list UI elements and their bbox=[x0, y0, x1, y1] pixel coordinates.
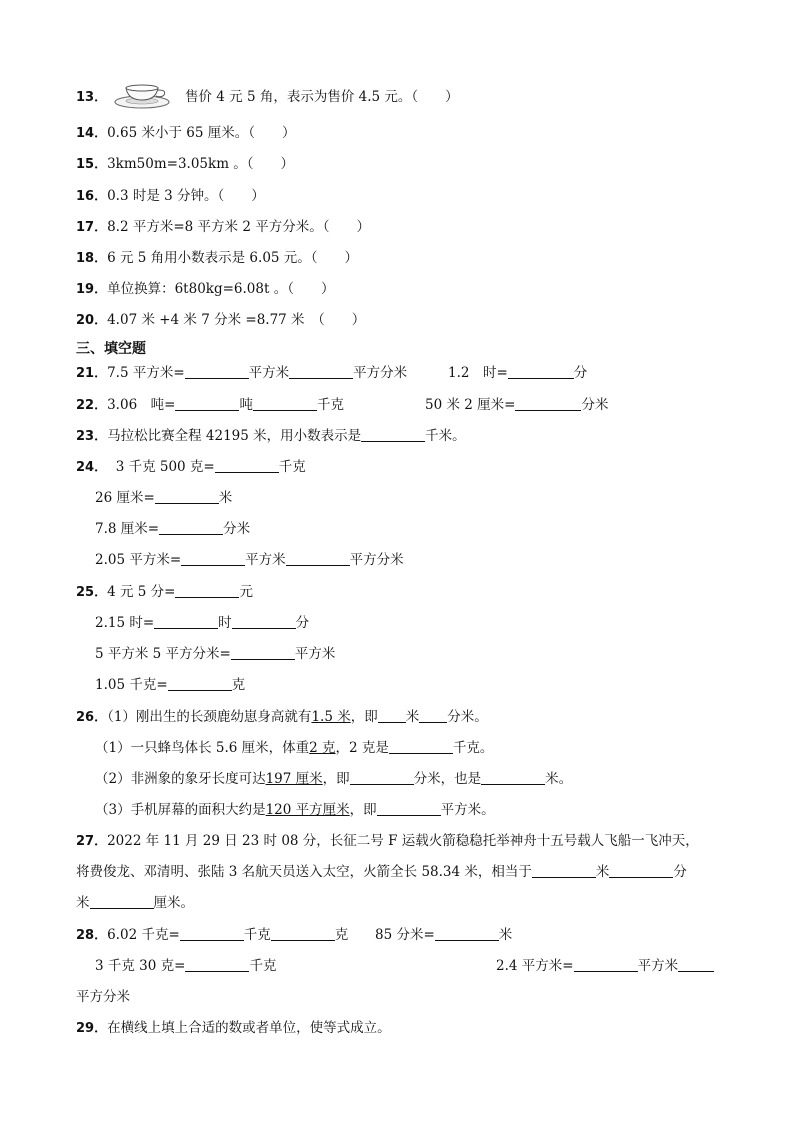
text: 3 千克 30 克= bbox=[95, 958, 186, 974]
text: 千克 bbox=[278, 459, 306, 475]
text: 米 bbox=[218, 490, 233, 506]
text: 2.4 平方米= bbox=[496, 958, 574, 974]
text: 千克 bbox=[243, 927, 271, 943]
answer-blank[interactable] bbox=[609, 863, 673, 878]
answer-blank[interactable] bbox=[185, 957, 249, 972]
question-number: 21． bbox=[76, 366, 108, 381]
text: 分米 bbox=[581, 397, 609, 413]
underlined-text: 120 平方厘米 bbox=[265, 802, 350, 818]
text: 85 分米= bbox=[375, 927, 435, 943]
question-29 bbox=[76, 1019, 391, 1038]
text: 千克。 bbox=[452, 740, 494, 756]
answer-blank[interactable] bbox=[232, 614, 296, 629]
question-number: 19． bbox=[76, 282, 108, 297]
answer-blank[interactable] bbox=[289, 364, 353, 379]
question-28-part2 bbox=[375, 926, 512, 944]
question-text: 8.2 平方米=8 平方米 2 平方分米。（ ） bbox=[107, 219, 370, 235]
text: 米 bbox=[76, 895, 90, 911]
question-number: 14． bbox=[76, 126, 108, 141]
text: 将费俊龙、邓清明、张陆 3 名航天员送入太空，火箭全长 58.34 米，相当于 bbox=[76, 864, 532, 880]
answer-blank[interactable] bbox=[532, 863, 596, 878]
question-18 bbox=[76, 249, 358, 268]
answer-blank[interactable] bbox=[481, 770, 545, 785]
question-22 bbox=[76, 396, 344, 415]
answer-blank[interactable] bbox=[515, 396, 581, 411]
text: ，即 bbox=[350, 709, 378, 725]
question-text: 4.07 米 +4 米 7 分米 =8.77 米 （ ） bbox=[107, 312, 366, 328]
question-14 bbox=[76, 124, 295, 143]
question-number: 17． bbox=[76, 220, 108, 235]
answer-blank[interactable] bbox=[175, 583, 239, 598]
text: 2.05 平方米= bbox=[95, 552, 182, 568]
answer-blank[interactable] bbox=[377, 801, 441, 816]
question-number: 23． bbox=[76, 429, 108, 444]
text: 千克 bbox=[316, 397, 344, 413]
question-number: 28． bbox=[76, 928, 108, 943]
question-24-line4 bbox=[95, 551, 404, 569]
answer-blank[interactable] bbox=[286, 551, 350, 566]
text: 分米，也是 bbox=[413, 771, 482, 787]
text: ，2 克是 bbox=[335, 740, 389, 756]
answer-blank[interactable] bbox=[378, 708, 406, 723]
answer-blank[interactable] bbox=[185, 364, 249, 379]
text: 3 千克 500 克= bbox=[115, 459, 215, 475]
text: 分米 bbox=[223, 521, 251, 537]
text: 米。 bbox=[545, 771, 573, 787]
answer-blank[interactable] bbox=[389, 739, 453, 754]
question-24-line3 bbox=[95, 520, 250, 538]
question-28-line2 bbox=[95, 957, 276, 975]
underlined-text: 1.5 米 bbox=[311, 709, 351, 725]
text: 元 bbox=[239, 584, 253, 600]
answer-blank[interactable] bbox=[419, 708, 447, 723]
question-number: 26． bbox=[76, 710, 108, 725]
question-text: 0.3 时是 3 分钟。（ ） bbox=[107, 188, 265, 204]
text: 千克 bbox=[249, 958, 277, 974]
question-number: 20． bbox=[76, 313, 108, 328]
text: （1）刚出生的长颈鹿幼崽身高就有 bbox=[107, 709, 312, 725]
question-25-line3 bbox=[95, 645, 335, 663]
text: 50 米 2 厘米= bbox=[425, 397, 516, 413]
question-22-part2 bbox=[425, 396, 608, 414]
text: 千米。 bbox=[425, 428, 466, 444]
question-21-part2 bbox=[448, 364, 587, 382]
underlined-text: 2 克 bbox=[309, 740, 336, 756]
text: （3）手机屏幕的面积大约是 bbox=[95, 802, 266, 818]
answer-blank[interactable] bbox=[350, 770, 414, 785]
question-number: 27． bbox=[76, 834, 108, 849]
question-number: 24． bbox=[76, 460, 108, 475]
text: 厘米。 bbox=[153, 895, 194, 911]
text: 平方米 bbox=[245, 552, 286, 568]
section-title: 三、填空题 bbox=[76, 341, 146, 357]
text: 时 bbox=[218, 615, 232, 631]
question-26-line4 bbox=[95, 801, 495, 819]
question-28-line3: 平方分米 bbox=[76, 989, 130, 1005]
text: 平方米 bbox=[294, 646, 336, 662]
question-number: 25． bbox=[76, 585, 108, 600]
answer-blank[interactable] bbox=[154, 614, 218, 629]
text: 分 bbox=[673, 864, 687, 880]
text: 1.2 时= bbox=[448, 365, 508, 381]
text: ，即 bbox=[322, 771, 350, 787]
question-number: 16． bbox=[76, 189, 108, 204]
text: （1）一只蜂鸟体长 5.6 厘米，体重 bbox=[95, 740, 310, 756]
answer-blank[interactable] bbox=[361, 427, 425, 442]
question-28 bbox=[76, 926, 348, 945]
text: 米 bbox=[595, 864, 610, 880]
text: 马拉松比赛全程 42195 米，用小数表示是 bbox=[107, 428, 362, 444]
text: 4 元 5 分= bbox=[107, 584, 176, 600]
text: 米 bbox=[405, 709, 420, 725]
text: 分 bbox=[295, 615, 310, 631]
answer-blank[interactable] bbox=[271, 926, 335, 941]
question-28-line2-part2 bbox=[496, 957, 714, 975]
question-16 bbox=[76, 187, 265, 206]
question-text: 6 元 5 角用小数表示是 6.05 元。（ ） bbox=[107, 250, 359, 266]
question-26-line2 bbox=[95, 739, 493, 757]
question-20 bbox=[76, 311, 365, 330]
text: 平方米 bbox=[248, 365, 290, 381]
question-24 bbox=[76, 458, 306, 477]
question-text: 0.65 米小于 65 厘米。（ ） bbox=[107, 125, 296, 141]
question-19 bbox=[76, 280, 334, 299]
text: 7.8 厘米= bbox=[95, 521, 160, 537]
text: 2.15 时= bbox=[95, 615, 155, 631]
answer-blank[interactable] bbox=[180, 926, 244, 941]
question-25 bbox=[76, 583, 253, 602]
answer-blank[interactable] bbox=[175, 396, 239, 411]
answer-blank[interactable] bbox=[159, 520, 223, 535]
question-24-line2 bbox=[95, 489, 232, 507]
text: 平方米。 bbox=[440, 802, 495, 818]
text: （2）非洲象的象牙长度可达 bbox=[95, 771, 266, 787]
text: 分米。 bbox=[447, 709, 488, 725]
question-number: 29． bbox=[76, 1021, 108, 1036]
question-25-line2 bbox=[95, 614, 309, 632]
text: 1.05 千克= bbox=[95, 677, 168, 693]
question-number: 13． bbox=[76, 90, 108, 105]
answer-blank[interactable] bbox=[508, 364, 574, 379]
question-23 bbox=[76, 427, 466, 446]
text: ，即 bbox=[349, 802, 377, 818]
question-27-line2 bbox=[76, 863, 687, 881]
answer-blank[interactable] bbox=[155, 489, 219, 504]
question-text: 单位换算：6t80kg=6.08t 。（ ） bbox=[107, 281, 335, 297]
question-27 bbox=[76, 832, 699, 851]
question-21 bbox=[76, 364, 407, 383]
question-13-text: 售价 4 元 5 角，表示为售价 4.5 元。（ ） bbox=[185, 89, 459, 105]
question-27-line3 bbox=[76, 894, 194, 912]
question-number: 22． bbox=[76, 398, 108, 413]
answer-blank[interactable] bbox=[168, 676, 232, 691]
answer-blank[interactable] bbox=[231, 645, 295, 660]
underlined-text: 197 厘米 bbox=[265, 771, 323, 787]
question-26 bbox=[76, 708, 488, 727]
question-26-line3 bbox=[95, 770, 572, 788]
text: 平方分米 bbox=[349, 552, 404, 568]
answer-blank[interactable] bbox=[181, 551, 245, 566]
text: 26 厘米= bbox=[95, 490, 155, 506]
question-17 bbox=[76, 218, 370, 237]
text: 平方分米 bbox=[353, 365, 408, 381]
question-25-line4 bbox=[95, 676, 245, 694]
text: 分 bbox=[573, 365, 588, 381]
answer-blank[interactable] bbox=[435, 926, 499, 941]
text: 米 bbox=[498, 927, 513, 943]
answer-blank[interactable] bbox=[253, 396, 317, 411]
answer-blank[interactable] bbox=[574, 957, 638, 972]
text: 在横线上填上合适的数或者单位，使等式成立。 bbox=[107, 1020, 391, 1036]
text: 3.06 吨= bbox=[107, 397, 176, 413]
text: 6.02 千克= bbox=[107, 927, 180, 943]
question-text: 3km50m=3.05km 。（ ） bbox=[107, 156, 295, 172]
text: 吨 bbox=[239, 397, 253, 413]
text: 克 bbox=[231, 677, 246, 693]
question-15 bbox=[76, 155, 294, 174]
text: 平方米 bbox=[637, 958, 679, 974]
answer-blank[interactable] bbox=[678, 957, 714, 972]
text: 5 平方米 5 平方分米= bbox=[95, 646, 231, 662]
answer-blank[interactable] bbox=[215, 458, 279, 473]
question-number: 18． bbox=[76, 251, 108, 266]
teacup-icon bbox=[112, 80, 172, 110]
text: 7.5 平方米= bbox=[107, 365, 185, 381]
text: 2022 年 11 月 29 日 23 时 08 分，长征二号 F 运载火箭稳稳托举神舟十五号载人飞船一飞冲天， bbox=[107, 833, 699, 849]
question-number: 15． bbox=[76, 157, 108, 172]
question-13 bbox=[76, 88, 107, 107]
text: 克 bbox=[334, 927, 349, 943]
answer-blank[interactable] bbox=[90, 894, 154, 909]
